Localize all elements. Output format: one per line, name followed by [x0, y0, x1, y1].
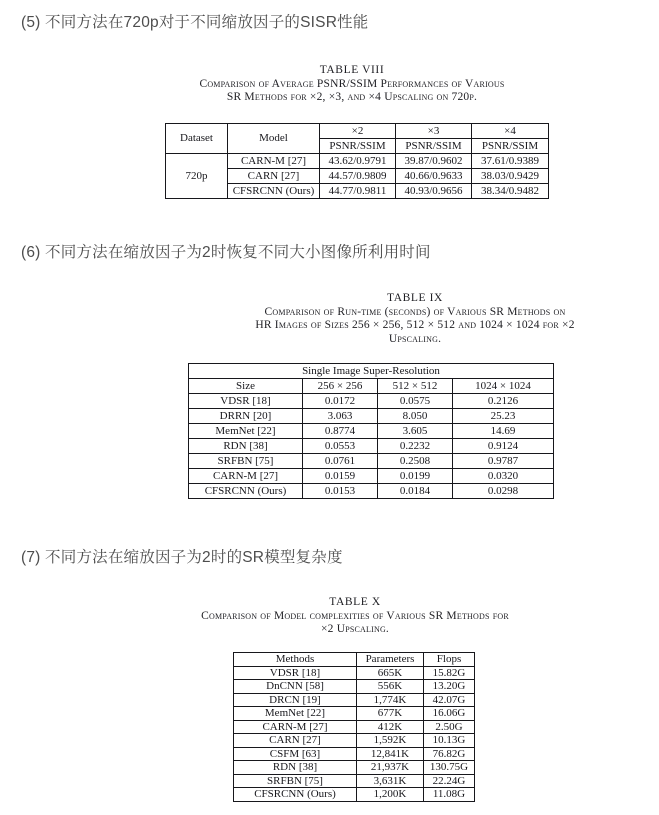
table-viii — [165, 123, 549, 199]
table-cell: 665K — [357, 666, 424, 680]
table-row — [166, 154, 549, 169]
table-cell: 40.93/0.9656 — [396, 184, 472, 199]
table-cell: 44.77/0.9811 — [320, 184, 396, 199]
table-cell: 3.063 — [303, 409, 378, 424]
column-header: 256 × 256 — [303, 379, 378, 394]
column-header: ×3 — [396, 124, 472, 139]
table-cell: 38.34/0.9482 — [472, 184, 549, 199]
table-viii-caption — [132, 64, 572, 105]
table-span-header: Single Image Super-Resolution — [189, 364, 554, 379]
table-cell: 0.8774 — [303, 424, 378, 439]
table-row — [234, 720, 475, 734]
table-cell: RDN [38] — [234, 761, 357, 775]
table-cell: 3,631K — [357, 774, 424, 788]
table-cell: CARN [27] — [234, 734, 357, 748]
table-row — [189, 364, 554, 379]
column-header: 512 × 512 — [378, 379, 453, 394]
section-heading-5: (5) 不同方法在720p对于不同缩放因子的SISR性能 — [21, 14, 369, 31]
table-cell: CARN-M [27] — [234, 720, 357, 734]
table-cell: 0.0575 — [378, 394, 453, 409]
table-cell: 1,774K — [357, 693, 424, 707]
column-header: PSNR/SSIM — [472, 139, 549, 154]
table-cell: CFSRCNN (Ours) — [228, 184, 320, 199]
table-row — [234, 693, 475, 707]
table-row — [234, 653, 475, 667]
table-row — [234, 680, 475, 694]
table-cell: 720p — [166, 154, 228, 199]
table-viii-caption-label: TABLE VIII — [319, 64, 385, 76]
table-cell: 12,841K — [357, 747, 424, 761]
table-cell: 130.75G — [424, 761, 475, 775]
table-row — [234, 788, 475, 802]
table-row — [189, 394, 554, 409]
table-cell: CARN [27] — [228, 169, 320, 184]
table-cell: CARN-M [27] — [189, 469, 303, 484]
table-cell: 37.61/0.9389 — [472, 154, 549, 169]
table-row — [189, 379, 554, 394]
table-cell: 556K — [357, 680, 424, 694]
column-header: PSNR/SSIM — [396, 139, 472, 154]
column-header: Model — [228, 124, 320, 154]
table-cell: 16.06G — [424, 707, 475, 721]
table-row — [166, 124, 549, 139]
table-row — [189, 439, 554, 454]
table-ix-caption — [167, 292, 659, 346]
table-cell: SRFBN [75] — [234, 774, 357, 788]
column-header: Methods — [234, 653, 357, 667]
column-header: Dataset — [166, 124, 228, 154]
table-cell: 0.0298 — [453, 484, 554, 499]
table-ix-caption-label: TABLE IX — [387, 292, 443, 304]
table-cell: 677K — [357, 707, 424, 721]
table-cell: CSFM [63] — [234, 747, 357, 761]
table-cell: 15.82G — [424, 666, 475, 680]
table-cell: 38.03/0.9429 — [472, 169, 549, 184]
caption-line: Comparison of Run-time (seconds) of Various SR Methods on — [264, 305, 566, 318]
table-cell: 1,200K — [357, 788, 424, 802]
table-cell: VDSR [18] — [189, 394, 303, 409]
column-header: 1024 × 1024 — [453, 379, 554, 394]
table-cell: 8.050 — [378, 409, 453, 424]
table-cell: 1,592K — [357, 734, 424, 748]
caption-line: SR Methods for ×2, ×3, and ×4 Upscaling on 720p. — [226, 91, 478, 103]
table-cell: DnCNN [58] — [234, 680, 357, 694]
column-header: ×4 — [472, 124, 549, 139]
column-header: Parameters — [357, 653, 424, 667]
table-cell: 42.07G — [424, 693, 475, 707]
table-row — [189, 424, 554, 439]
table-cell: 2.50G — [424, 720, 475, 734]
table-cell: 0.0320 — [453, 469, 554, 484]
table-cell: 3.605 — [378, 424, 453, 439]
table-cell: 10.13G — [424, 734, 475, 748]
table-x — [233, 652, 475, 802]
table-cell: 0.0199 — [378, 469, 453, 484]
table-cell: CARN-M [27] — [228, 154, 320, 169]
table-row — [234, 734, 475, 748]
caption-line: Comparison of Average PSNR/SSIM Performances of Various — [199, 77, 505, 90]
column-header: ×2 — [320, 124, 396, 139]
table-row — [234, 707, 475, 721]
table-cell: MemNet [22] — [234, 707, 357, 721]
table-cell: CFSRCNN (Ours) — [234, 788, 357, 802]
table-cell: SRFBN [75] — [189, 454, 303, 469]
table-cell: DRRN [20] — [189, 409, 303, 424]
caption-line: Upscaling. — [388, 332, 442, 345]
table-cell: 22.24G — [424, 774, 475, 788]
table-row — [234, 761, 475, 775]
table-cell: 0.9124 — [453, 439, 554, 454]
table-cell: 0.0159 — [303, 469, 378, 484]
table-row — [234, 774, 475, 788]
table-cell: MemNet [22] — [189, 424, 303, 439]
table-row — [189, 409, 554, 424]
table-cell: 0.9787 — [453, 454, 554, 469]
table-cell: 25.23 — [453, 409, 554, 424]
table-cell: 0.2232 — [378, 439, 453, 454]
table-cell: DRCN [19] — [234, 693, 357, 707]
table-cell: 0.0761 — [303, 454, 378, 469]
table-cell: 0.0153 — [303, 484, 378, 499]
table-cell: VDSR [18] — [234, 666, 357, 680]
table-cell: 0.2508 — [378, 454, 453, 469]
table-x-caption-label: TABLE X — [329, 596, 381, 608]
table-x-caption — [125, 596, 585, 637]
column-header: PSNR/SSIM — [320, 139, 396, 154]
table-row — [234, 666, 475, 680]
table-row — [189, 454, 554, 469]
table-cell: 412K — [357, 720, 424, 734]
column-header: Flops — [424, 653, 475, 667]
table-cell: 39.87/0.9602 — [396, 154, 472, 169]
column-header: Size — [189, 379, 303, 394]
table-ix — [188, 363, 554, 499]
table-cell: 0.0553 — [303, 439, 378, 454]
section-heading-7: (7) 不同方法在缩放因子为2时的SR模型复杂度 — [21, 549, 343, 566]
table-row — [189, 469, 554, 484]
table-cell: 43.62/0.9791 — [320, 154, 396, 169]
caption-line: ×2 Upscaling. — [320, 623, 389, 635]
table-cell: 21,937K — [357, 761, 424, 775]
table-cell: 76.82G — [424, 747, 475, 761]
table-cell: 0.0172 — [303, 394, 378, 409]
table-cell: 11.08G — [424, 788, 475, 802]
section-heading-6: (6) 不同方法在缩放因子为2时恢复不同大小图像所利用时间 — [21, 244, 431, 261]
table-cell: RDN [38] — [189, 439, 303, 454]
table-cell: 44.57/0.9809 — [320, 169, 396, 184]
table-row — [234, 747, 475, 761]
table-row — [189, 484, 554, 499]
caption-line: HR Images of Sizes 256 × 256, 512 × 512 and 1024 × 1024 for ×2 — [255, 319, 575, 331]
table-cell: 40.66/0.9633 — [396, 169, 472, 184]
table-cell: 14.69 — [453, 424, 554, 439]
caption-line: Comparison of Model complexities of Various SR Methods for — [201, 609, 509, 622]
table-cell: 13.20G — [424, 680, 475, 694]
table-cell: CFSRCNN (Ours) — [189, 484, 303, 499]
table-cell: 0.2126 — [453, 394, 554, 409]
table-cell: 0.0184 — [378, 484, 453, 499]
